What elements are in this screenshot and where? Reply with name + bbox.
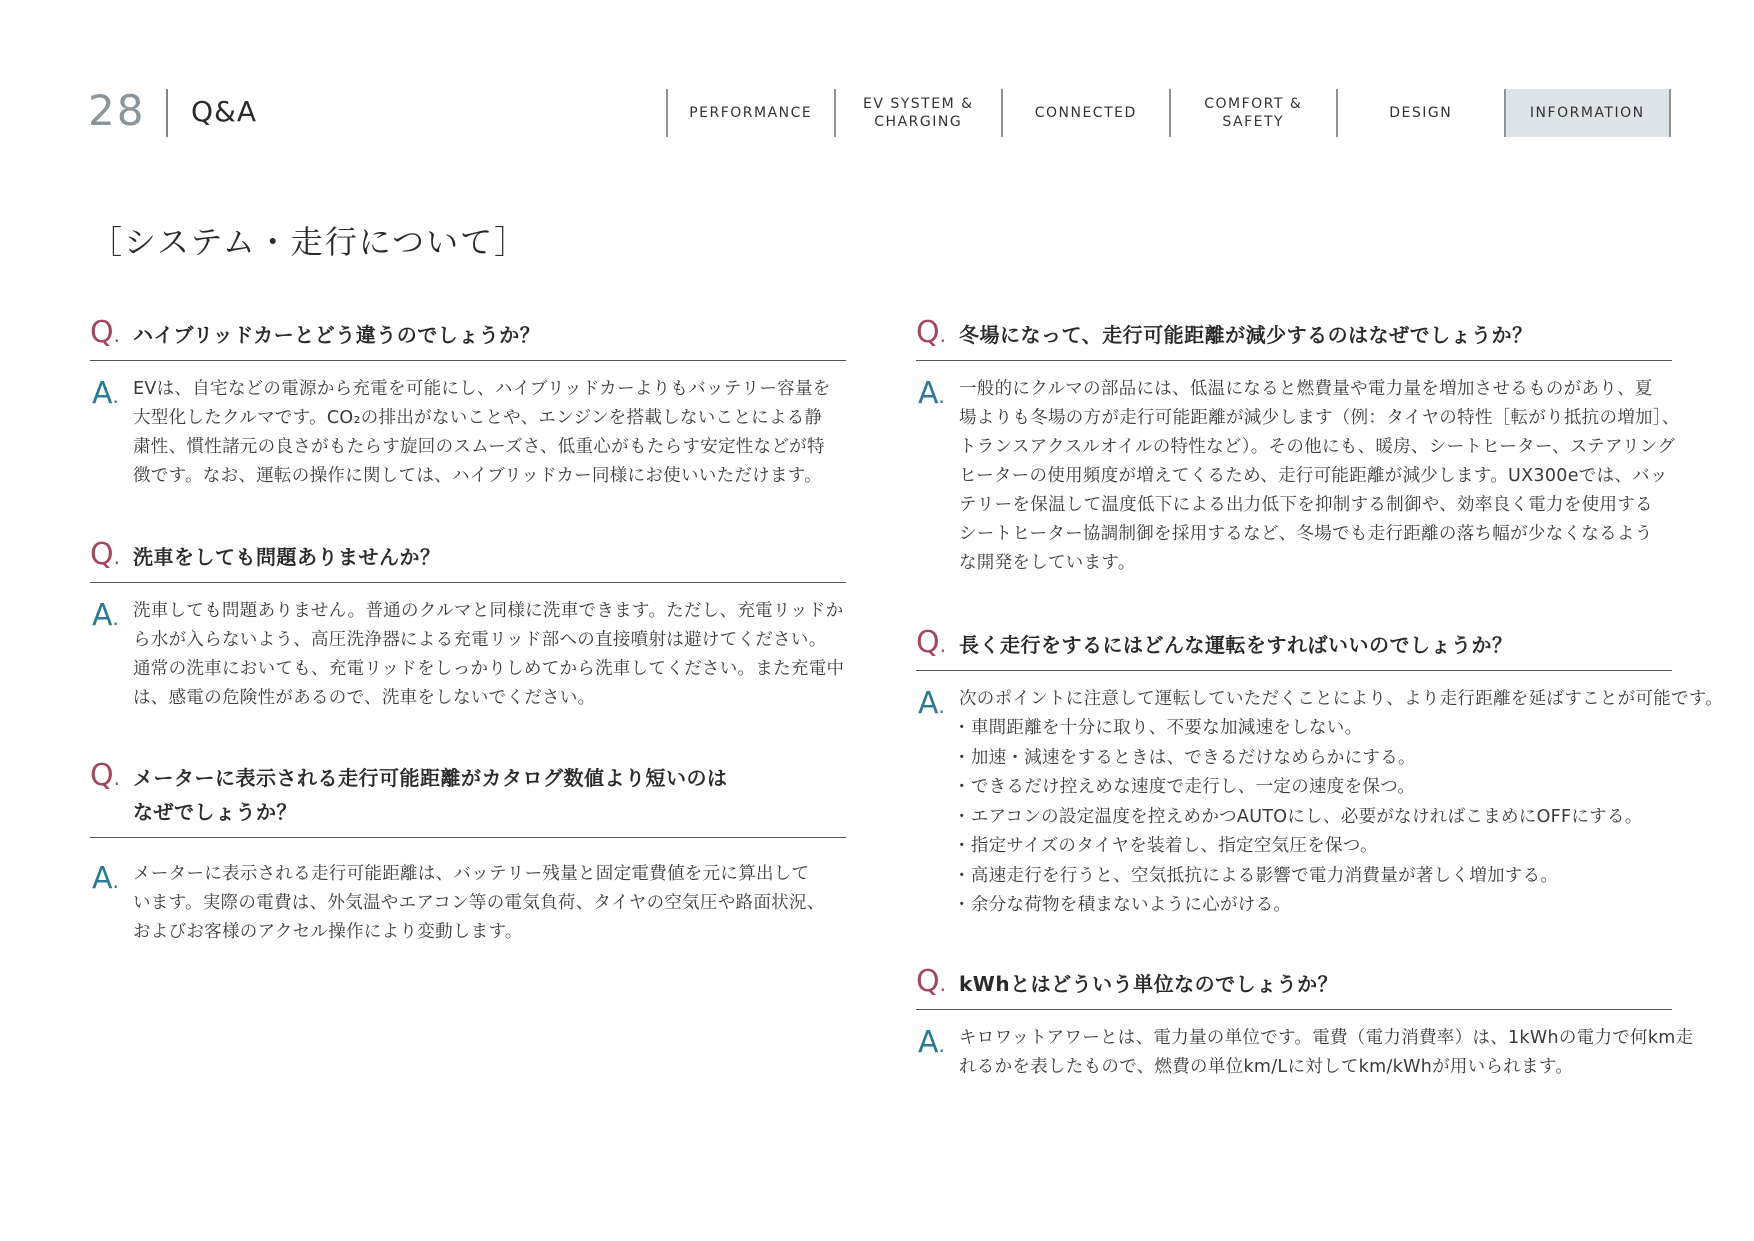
tab-performance[interactable]: PERFORMANCE — [666, 89, 834, 137]
question-row — [90, 315, 846, 361]
question-row — [916, 964, 1672, 1010]
answer-line: ヒーターの使用頻度が増えてくるため、走行可能距離が減少します。UX300eでは、バッ — [959, 466, 1668, 486]
qa-item-winter-range — [916, 315, 1680, 578]
answer-mark: A. — [918, 686, 945, 721]
header-divider — [166, 89, 168, 137]
tab-comfort-safety[interactable]: COMFORT & SAFETY — [1169, 89, 1337, 137]
question-row — [916, 625, 1672, 671]
answer-text — [133, 375, 846, 491]
list-item: ・ 加速・減速をするときは、できるだけなめらかにする。 — [959, 744, 1672, 774]
answer-text — [133, 597, 846, 713]
question-mark: Q. — [916, 964, 946, 999]
section-title: Q&A — [191, 95, 258, 128]
answer-line: 次のポイントに注意して運転していただくことにより、より走行距離を延ばすことが可能です。 — [959, 689, 1723, 709]
answer-line: 洗車しても問題ありません。普通のクルマと同様に洗車できます。ただし、充電リッドか — [133, 601, 844, 621]
answer-mark: A. — [92, 598, 119, 633]
answer-row — [90, 597, 846, 713]
list-item: ・ できるだけ控えめな速度で走行し、一定の速度を保つ。 — [959, 773, 1672, 803]
list-item: ・ 指定サイズのタイヤを装着し、指定空気圧を保つ。 — [959, 832, 1672, 862]
question-text — [133, 761, 846, 829]
page-number: 28 — [88, 86, 146, 135]
question-line: なぜでしょうか？ — [133, 800, 297, 824]
list-item: ・ エアコンの設定温度を控えめかつAUTOにし、必要がなければこまめにOFFにする。 — [959, 803, 1672, 833]
category-heading: ［システム・走行について］ — [90, 223, 529, 261]
answer-text — [133, 860, 846, 947]
answer-mark: A. — [918, 1025, 945, 1060]
qa-item-long-range-driving — [916, 625, 1723, 921]
answer-mark: A. — [92, 376, 119, 411]
list-item: ・ 高速走行を行うと、空気抵抗による影響で電力消費量が著しく増加する。 — [959, 862, 1672, 892]
question-mark: Q. — [916, 315, 946, 350]
tips-list — [959, 714, 1672, 921]
question-text — [133, 540, 846, 574]
answer-line: メーターに表示される走行可能距離は、バッテリー残量と固定電費値を元に算出して — [133, 864, 810, 884]
answer-line: 粛性、慣性諸元の良さがもたらす旋回のスムーズさ、低重心がもたらす安定性などが特 — [133, 437, 825, 457]
answer-mark: A. — [92, 861, 119, 896]
question-mark: Q. — [90, 537, 120, 572]
answer-row — [90, 860, 846, 947]
answer-line: れるかを表したもので、燃費の単位km/Lに対してkm/kWhが用いられます。 — [959, 1057, 1574, 1077]
answer-line: は、感電の危険性があるので、洗車をしないでください。 — [133, 688, 596, 708]
answer-line: EVは、自宅などの電源から充電を可能にし、ハイブリッドカーよりもバッテリー容量を — [133, 379, 831, 399]
answer-text — [959, 685, 1723, 714]
tab-connected[interactable]: CONNECTED — [1001, 89, 1169, 137]
qa-item-kwh-unit — [916, 964, 1694, 1082]
question-row — [90, 537, 846, 583]
answer-line: およびお客様のアクセル操作により変動します。 — [133, 922, 523, 942]
question-line: メーターに表示される走行可能距離がカタログ数値より短いのは — [133, 766, 728, 790]
question-text — [959, 628, 1672, 662]
answer-row — [90, 375, 846, 491]
question-line: 長く走行をするにはどんな運転をすればいいのでしょうか？ — [959, 633, 1513, 657]
question-mark: Q. — [916, 625, 946, 660]
answer-line: テリーを保温して温度低下による出力低下を抑制する制御や、効率良く電力を使用する — [959, 495, 1653, 515]
question-line: kWhとはどういう単位なのでしょうか？ — [959, 972, 1339, 996]
question-mark: Q. — [90, 315, 120, 350]
qa-item-hybrid-difference — [90, 315, 846, 491]
question-line: 洗車をしても問題ありませんか？ — [133, 545, 441, 569]
tab-ev-system-charging[interactable]: EV SYSTEM & CHARGING — [834, 89, 1002, 137]
tab-information[interactable]: INFORMATION — [1504, 89, 1672, 137]
list-item: ・ 余分な荷物を積まないように心がける。 — [959, 891, 1672, 921]
answer-line: 一般的にクルマの部品には、低温になると燃費量や電力量を増加させるものがあり、夏 — [959, 379, 1653, 399]
qa-item-range-display — [90, 758, 846, 947]
answer-row — [916, 685, 1723, 921]
answer-line: トランスアクスルオイルの特性など）。その他にも、暖房、シートヒーター、ステアリング — [959, 437, 1676, 457]
question-text — [959, 967, 1672, 1001]
tab-design[interactable]: DESIGN — [1336, 89, 1504, 137]
question-mark: Q. — [90, 758, 120, 793]
qa-item-car-wash — [90, 537, 846, 713]
question-text — [959, 318, 1672, 352]
answer-line: います。実際の電費は、外気温やエアコン等の電気負荷、タイヤの空気圧や路面状況、 — [133, 893, 825, 913]
question-text — [133, 318, 846, 352]
answer-line: シートヒーター協調制御を採用するなど、冬場でも走行距離の落ち幅が少なくなるよう — [959, 524, 1653, 544]
answer-line: ら水が入らないよう、高圧洗浄器による充電リッド部への直接噴射は避けてください。 — [133, 630, 827, 650]
answer-line: 通常の洗車においても、充電リッドをしっかりしめてから洗車してください。また充電中 — [133, 659, 845, 679]
answer-line: な開発をしています。 — [959, 553, 1136, 573]
answer-line: キロワットアワーとは、電力量の単位です。電費（電力消費率）は、1kWhの電力で何km走 — [959, 1028, 1694, 1048]
answer-text — [959, 1024, 1694, 1082]
list-item: ・ 車間距離を十分に取り、不要な加減速をしない。 — [959, 714, 1672, 744]
question-row — [90, 758, 846, 838]
question-line: 冬場になって、走行可能距離が減少するのはなぜでしょうか？ — [959, 323, 1533, 347]
question-row — [916, 315, 1672, 361]
answer-line: 徴です。なお、運転の操作に関しては、ハイブリッドカー同様にお使いいただけます。 — [133, 466, 822, 486]
answer-row — [916, 375, 1680, 578]
answer-line: 場よりも冬場の方が走行可能距離が減少します（例：タイヤの特性［転がり抵抗の増加］、 — [959, 408, 1680, 428]
page-header — [0, 0, 1754, 160]
answer-line: 大型化したクルマです。CO₂の排出がないことや、エンジンを搭載しないことによる静 — [133, 408, 823, 428]
question-line: ハイブリッドカーとどう違うのでしょうか？ — [133, 323, 541, 347]
answer-row — [916, 1024, 1694, 1082]
answer-text — [959, 375, 1680, 578]
section-nav — [666, 89, 1671, 137]
answer-mark: A. — [918, 376, 945, 411]
